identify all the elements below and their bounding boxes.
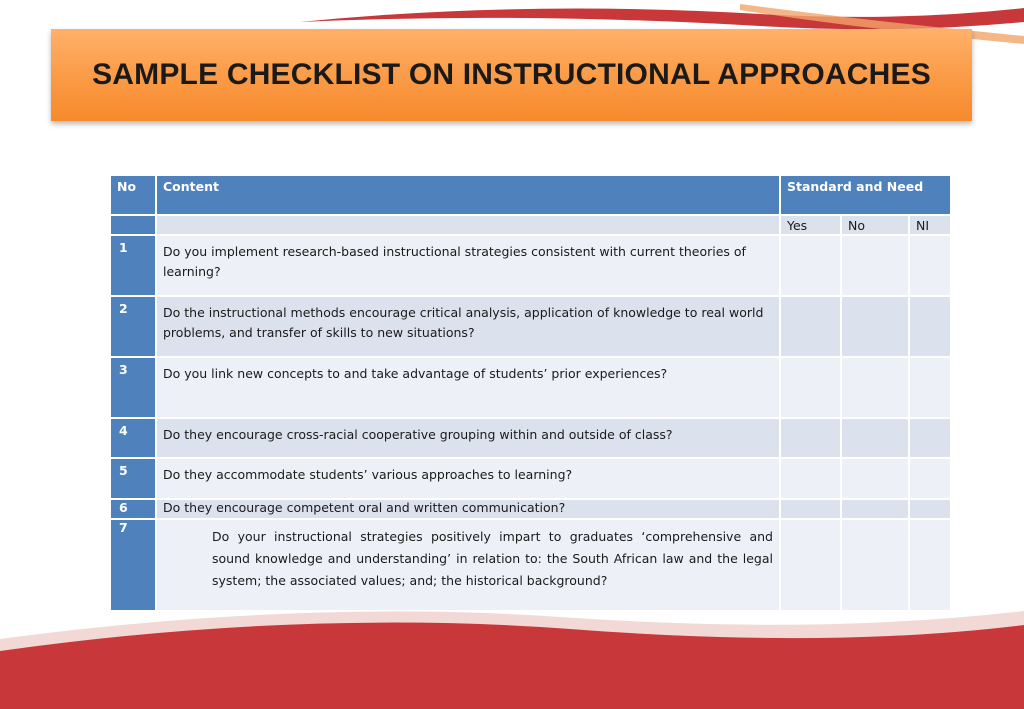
ni-mark-cell[interactable]: [909, 499, 951, 519]
subheader-yes: Yes: [780, 215, 841, 235]
row-content: Do your instructional strategies positively impart to graduates ‘comprehensive and sound knowledge and understanding’ in relation to: the South African law and the legal system; the associated values; and; the historical background?: [156, 519, 780, 611]
no-mark-cell[interactable]: [841, 357, 909, 418]
subheader-no-blank: [110, 215, 156, 235]
row-number: 1: [110, 235, 156, 296]
yes-mark-cell[interactable]: [780, 357, 841, 418]
yes-mark-cell[interactable]: [780, 296, 841, 357]
ni-mark-cell[interactable]: [909, 357, 951, 418]
title-banner: [51, 29, 972, 121]
table-row: [110, 235, 951, 296]
row-content: Do you implement research-based instructional strategies consistent with current theories of learning?: [156, 235, 780, 296]
subheader-no: No: [841, 215, 909, 235]
header-standard-and-need: Standard and Need: [780, 175, 951, 215]
row-content: Do they encourage cross-racial cooperative grouping within and outside of class?: [156, 418, 780, 458]
header-no: No: [110, 175, 156, 215]
row-number: 4: [110, 418, 156, 458]
ni-mark-cell[interactable]: [909, 418, 951, 458]
ni-mark-cell[interactable]: [909, 296, 951, 357]
table-row: [110, 458, 951, 499]
table-row: [110, 499, 951, 519]
checklist-table: [109, 174, 952, 612]
subheader-ni: NI: [909, 215, 951, 235]
yes-mark-cell[interactable]: [780, 499, 841, 519]
table-row: [110, 519, 951, 611]
no-mark-cell[interactable]: [841, 499, 909, 519]
no-mark-cell[interactable]: [841, 458, 909, 499]
ni-mark-cell[interactable]: [909, 519, 951, 611]
yes-mark-cell[interactable]: [780, 235, 841, 296]
table-row: [110, 418, 951, 458]
bottom-wave-decoration: [0, 599, 1024, 709]
row-number: 7: [110, 519, 156, 611]
header-content: Content: [156, 175, 780, 215]
yes-mark-cell[interactable]: [780, 519, 841, 611]
row-content: Do the instructional methods encourage critical analysis, application of knowledge to real world problems, and transfer of skills to new situations?: [156, 296, 780, 357]
table-subheader-row: [110, 215, 951, 235]
yes-mark-cell[interactable]: [780, 418, 841, 458]
row-number: 6: [110, 499, 156, 519]
slide-title: SAMPLE CHECKLIST ON INSTRUCTIONAL APPROACHES: [92, 58, 931, 91]
ni-mark-cell[interactable]: [909, 235, 951, 296]
row-content: Do they encourage competent oral and written communication?: [156, 499, 780, 519]
no-mark-cell[interactable]: [841, 235, 909, 296]
row-number: 2: [110, 296, 156, 357]
no-mark-cell[interactable]: [841, 519, 909, 611]
table-row: [110, 296, 951, 357]
yes-mark-cell[interactable]: [780, 458, 841, 499]
subheader-content-blank: [156, 215, 780, 235]
no-mark-cell[interactable]: [841, 296, 909, 357]
no-mark-cell[interactable]: [841, 418, 909, 458]
ni-mark-cell[interactable]: [909, 458, 951, 499]
row-number: 3: [110, 357, 156, 418]
row-number: 5: [110, 458, 156, 499]
row-content: Do they accommodate students’ various approaches to learning?: [156, 458, 780, 499]
table-header-row: [110, 175, 951, 215]
table-row: [110, 357, 951, 418]
row-content: Do you link new concepts to and take advantage of students’ prior experiences?: [156, 357, 780, 418]
